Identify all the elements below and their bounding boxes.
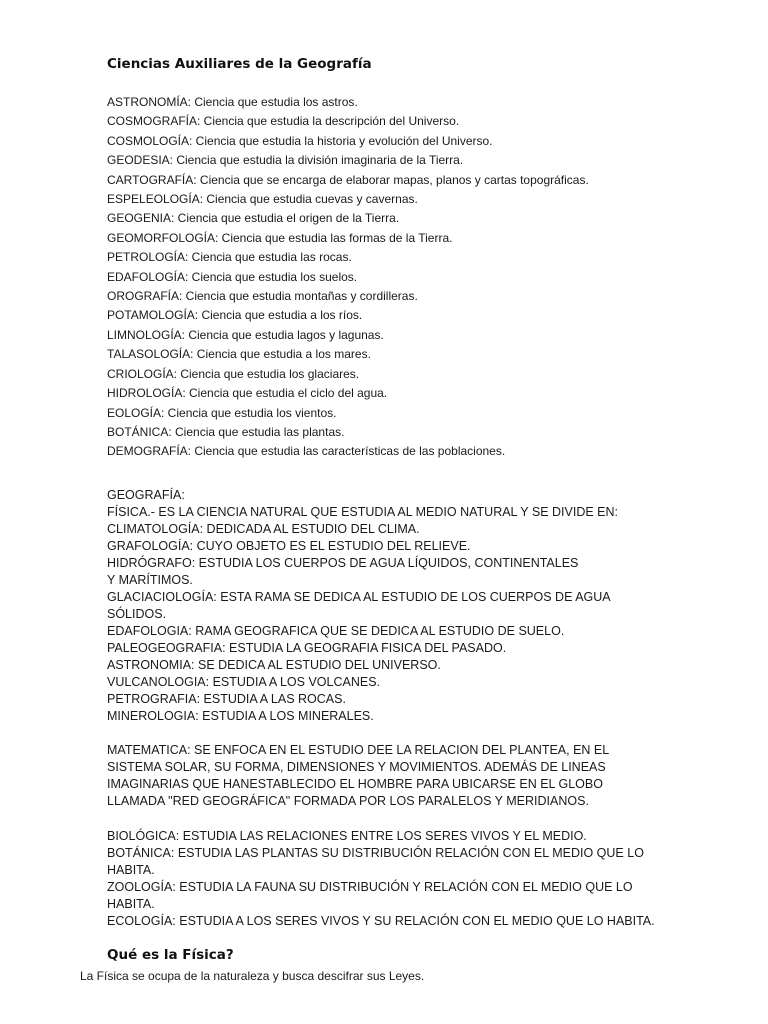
text-line: LLAMADA "RED GEOGRÁFICA" FORMADA POR LOS PARALELOS Y MERIDIANOS. <box>107 794 589 808</box>
list-item: BOTÁNICA: Ciencia que estudia las plantas. <box>107 424 345 439</box>
list-item: ASTRONOMÍA: Ciencia que estudia los astros. <box>107 95 358 109</box>
text-line: GRAFOLOGÍA: CUYO OBJETO ES EL ESTUDIO DEL RELIEVE. <box>107 539 471 553</box>
list-item: PETROLOGÍA: Ciencia que estudia las rocas. <box>107 250 352 265</box>
text-line: VULCANOLOGIA: ESTUDIA A LOS VOLCANES. <box>107 675 381 689</box>
text-line: SÓLIDOS. <box>107 607 167 621</box>
text-line: ECOLOGÍA: ESTUDIA A LOS SERES VIVOS Y SU RELACIÓN CON EL MEDIO QUE LO HABITA. <box>107 914 655 928</box>
list-item: COSMOGRAFÍA: Ciencia que estudia la descripción del Universo. <box>107 114 460 129</box>
geografia-block <box>107 487 618 725</box>
list-item: GEOGENIA: Ciencia que estudia el origen de la Tierra. <box>107 211 400 226</box>
fisica-heading: Qué es la Física? <box>107 947 234 963</box>
list-item: LIMNOLOGÍA: Ciencia que estudia lagos y lagunas. <box>107 327 384 342</box>
list-item: EOLOGÍA: Ciencia que estudia los vientos. <box>107 405 337 420</box>
text-line: CLIMATOLOGÍA: DEDICADA AL ESTUDIO DEL CLIMA. <box>107 522 420 536</box>
text-line: FÍSICA.- ES LA CIENCIA NATURAL QUE ESTUDIA AL MEDIO NATURAL Y SE DIVIDE EN: <box>107 505 619 519</box>
biologica-block <box>107 828 655 930</box>
text-line: GEOGRAFÍA: <box>107 488 185 502</box>
text-line: IMAGINARIAS QUE HANESTABLECIDO EL HOMBRE PARA UBICARSE EN EL GLOBO <box>107 777 603 791</box>
text-line: PALEOGEOGRAFIA: ESTUDIA LA GEOGRAFIA FISICA DEL PASADO. <box>107 641 507 655</box>
matematica-block <box>107 742 609 810</box>
text-line: Y MARÍTIMOS. <box>107 573 193 587</box>
text-line: EDAFOLOGIA: RAMA GEOGRAFICA QUE SE DEDICA AL ESTUDIO DE SUELO. <box>107 624 565 638</box>
list-item: DEMOGRAFÍA: Ciencia que estudia las características de las poblaciones. <box>107 444 506 459</box>
list-item: HIDROLOGÍA: Ciencia que estudia el ciclo del agua. <box>107 386 388 401</box>
list-item: TALASOLOGÍA: Ciencia que estudia a los mares. <box>107 347 371 362</box>
text-line: MATEMATICA: SE ENFOCA EN EL ESTUDIO DEE LA RELACION DEL PLANTEA, EN EL <box>107 743 610 757</box>
list-item: OROGRAFÍA: Ciencia que estudia montañas y cordilleras. <box>107 289 418 304</box>
text-line: BIOLÓGICA: ESTUDIA LAS RELACIONES ENTRE LOS SERES VIVOS Y EL MEDIO. <box>107 829 587 843</box>
text-line: SISTEMA SOLAR, SU FORMA, DIMENSIONES Y MOVIMIENTOS. ADEMÁS DE LINEAS <box>107 760 606 774</box>
list-item: CARTOGRAFÍA: Ciencia que se encarga de elaborar mapas, planos y cartas topográficas. <box>107 172 589 187</box>
text-line: PETROGRAFIA: ESTUDIA A LAS ROCAS. <box>107 692 346 706</box>
text-line: ZOOLOGÍA: ESTUDIA LA FAUNA SU DISTRIBUCIÓN Y RELACIÓN CON EL MEDIO QUE LO <box>107 880 633 894</box>
text-line: HIDRÓGRAFO: ESTUDIA LOS CUERPOS DE AGUA LÍQUIDOS, CONTINENTALES <box>107 556 579 570</box>
list-item: CRIOLOGÍA: Ciencia que estudia los glaciares. <box>107 366 360 381</box>
list-item: GEOMORFOLOGÍA: Ciencia que estudia las formas de la Tierra. <box>107 230 453 245</box>
list-item: EDAFOLOGÍA: Ciencia que estudia los suelos. <box>107 269 358 284</box>
list-item: ESPELEOLOGÍA: Ciencia que estudia cuevas y cavernas. <box>107 192 418 207</box>
list-item: COSMOLOGÍA: Ciencia que estudia la historia y evolución del Universo. <box>107 133 493 148</box>
list-item: GEODESIA: Ciencia que estudia la división imaginaria de la Tierra. <box>107 153 464 168</box>
auxiliary-sciences-list <box>107 93 589 462</box>
text-line: ASTRONOMIA: SE DEDICA AL ESTUDIO DEL UNIVERSO. <box>107 658 441 672</box>
text-line: MINEROLOGIA: ESTUDIA A LOS MINERALES. <box>107 709 374 723</box>
text-line: HABITA. <box>107 897 155 911</box>
fisica-paragraph: La Física se ocupa de la naturaleza y busca descifrar sus Leyes. <box>80 969 425 983</box>
list-item: POTAMOLOGÍA: Ciencia que estudia a los ríos. <box>107 308 363 323</box>
text-line: GLACIACIOLOGÍA: ESTA RAMA SE DEDICA AL ESTUDIO DE LOS CUERPOS DE AGUA <box>107 590 611 604</box>
document-title: Ciencias Auxiliares de la Geografía <box>107 56 372 72</box>
text-line: HABITA. <box>107 863 155 877</box>
text-line: BOTÁNICA: ESTUDIA LAS PLANTAS SU DISTRIBUCIÓN RELACIÓN CON EL MEDIO QUE LO <box>107 846 644 860</box>
